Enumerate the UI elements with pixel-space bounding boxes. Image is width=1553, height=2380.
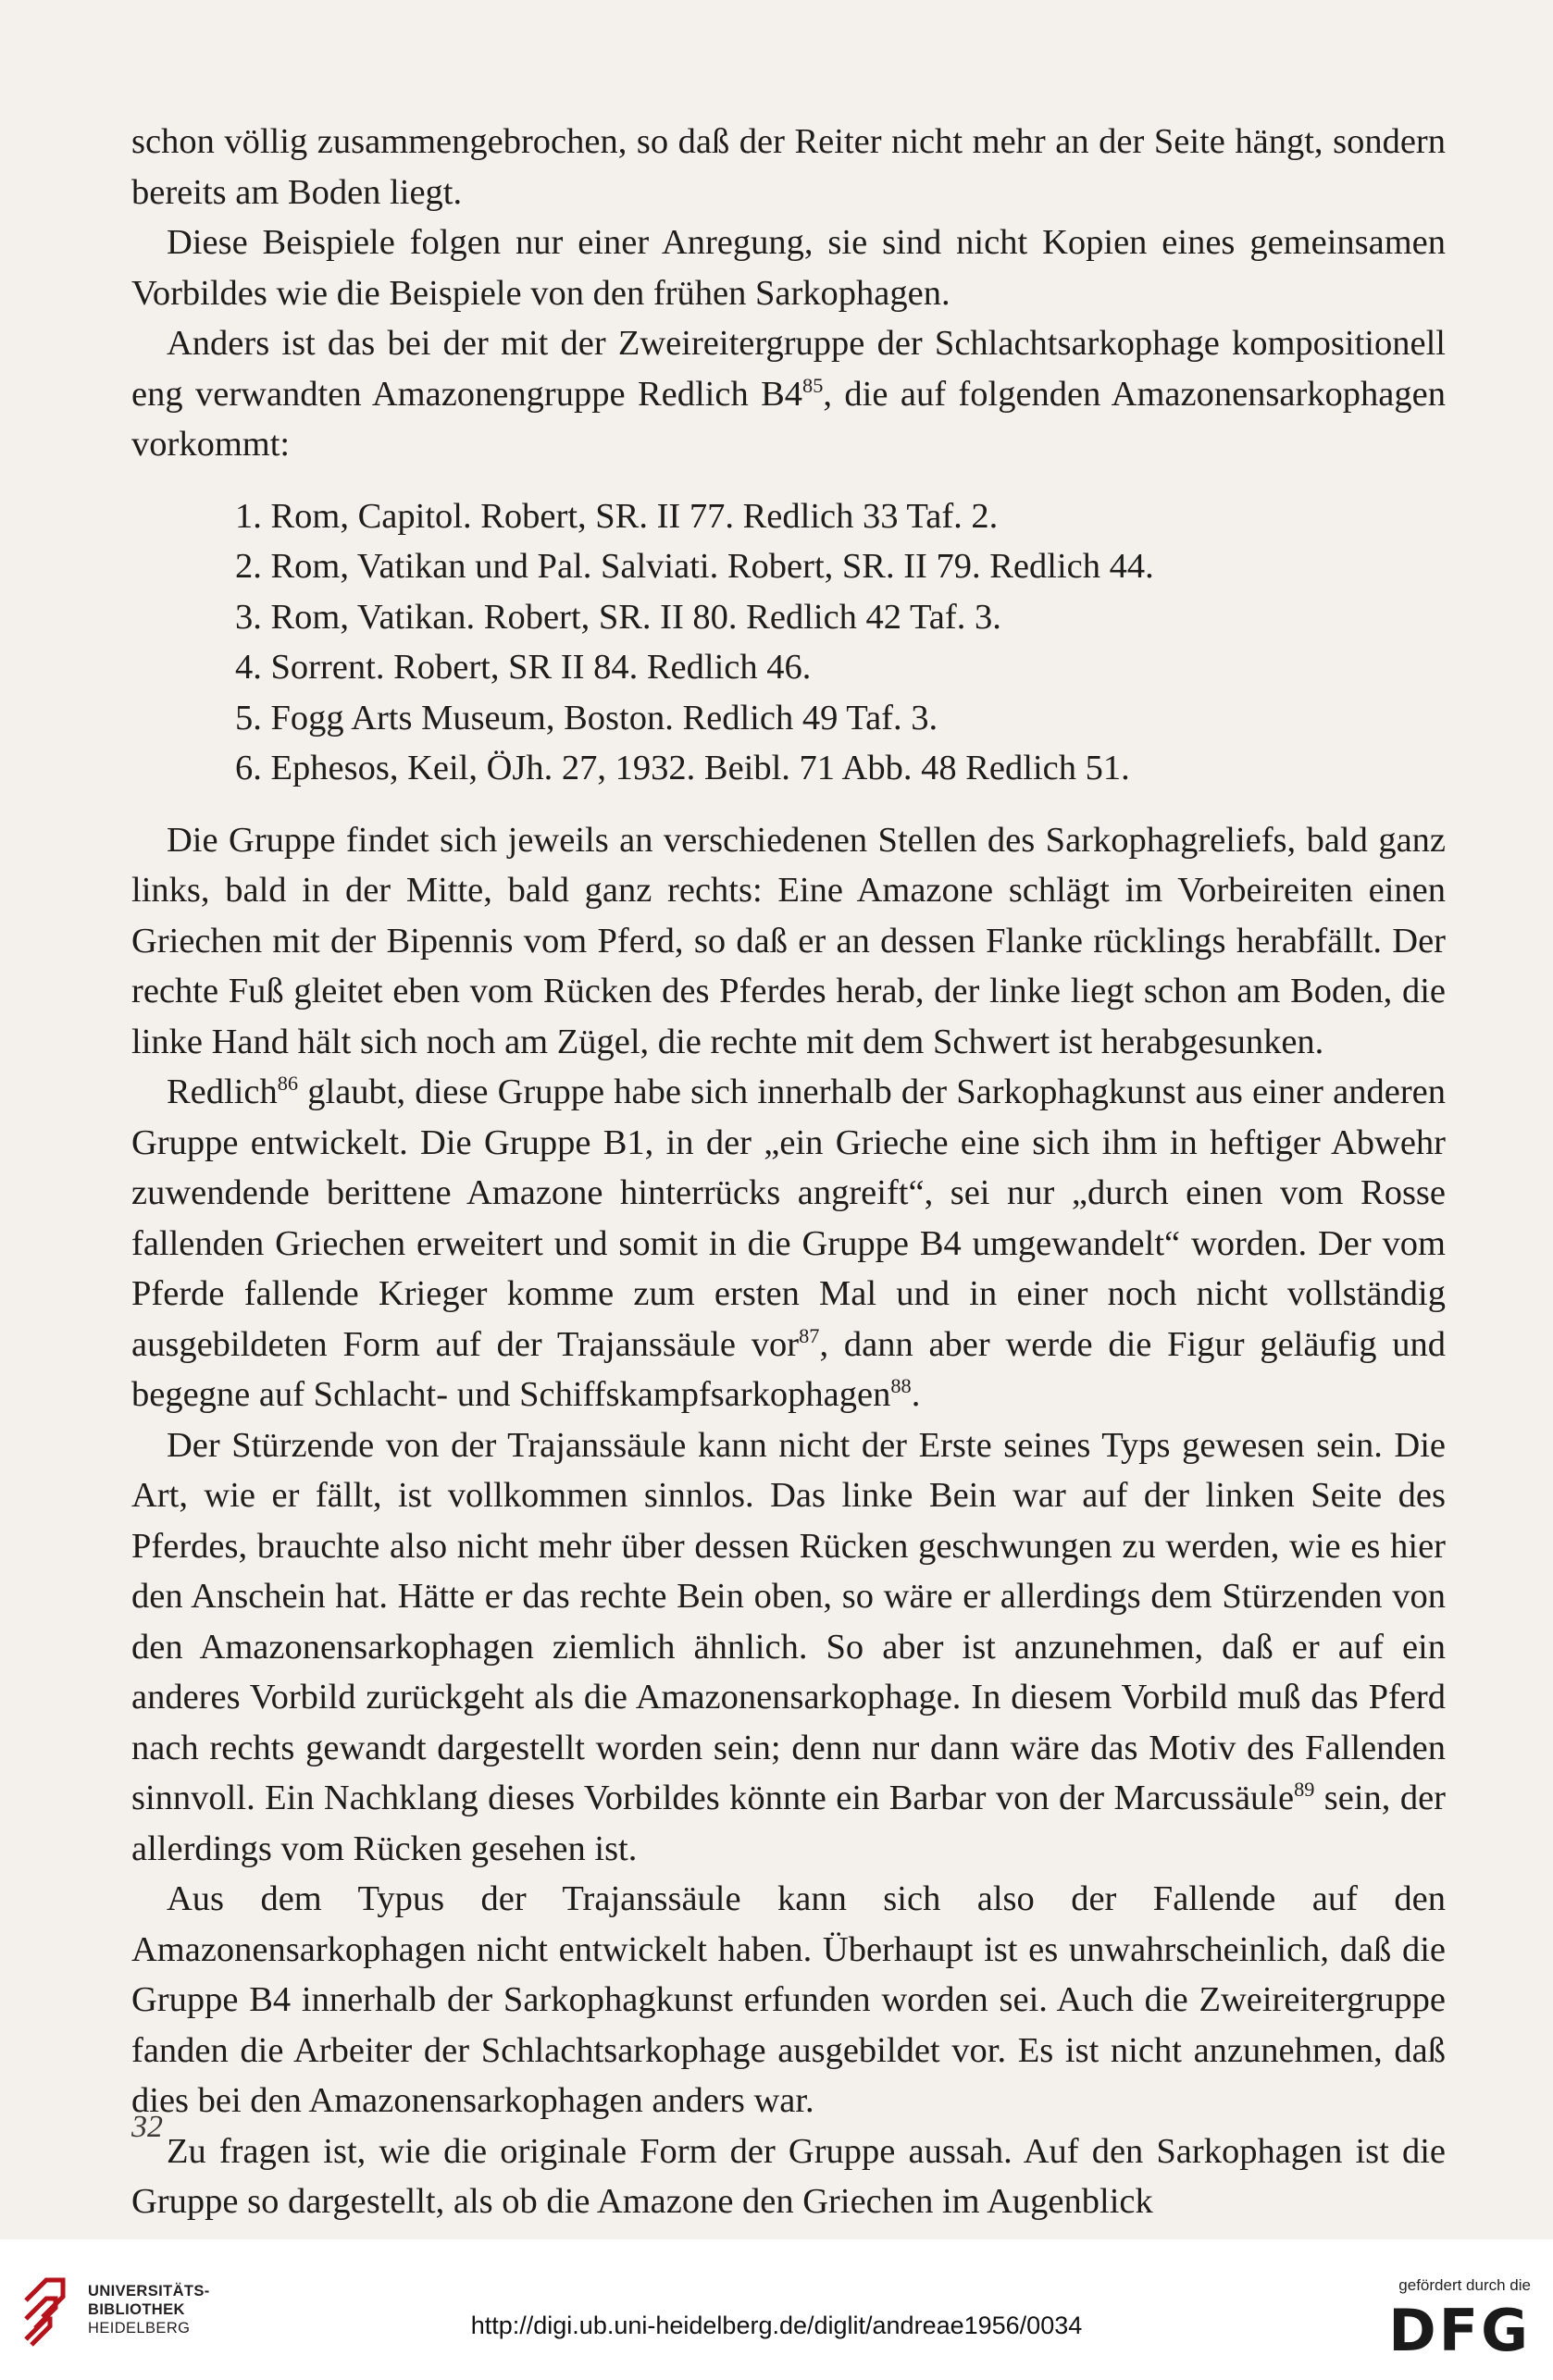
paragraph-amazon-group: Anders ist das bei der mit der Zweireitergruppe der Schlachtsarkophage kompositionell eng verwandten Amazonengruppe Redlich $B4^{85}$, die auf folgenden Amazonensarkophagen vorkommt: [131,324,1446,464]
sarcophagi-list [131,491,1446,794]
list-item: 6. Ephesos, Keil, ÖJh. 27, 1932. Beibl. 71 Abb. 48 Redlich 51. [235,749,1130,787]
viewer-footer [0,2239,1553,2380]
paragraph-redlich: Redlich$^{86}$ glaubt, diese Gruppe habe sich innerhalb der Sarkophagkunst aus einer anderen Gruppe entwickelt. Die Gruppe B1, in der „ein Grieche eine sich ihm in heftiger Abwehr zuwendende berittene Amazone hinterrücks angreift“, sei nur „durch einen vom Rosse fallenden Griechen erweitert und somit in die Gruppe B4 umgewandelt“ worden. Der vom Pferde fallende Krieger komme zum ersten Mal und in einer noch nicht vollständig ausgebildeten Form auf der Trajanssäule vor$^{87}$, dann aber werde die Figur geläufig und begegne auf Schlacht- und Schiffskampfsarkophagen$^{88}$. [131,1072,1446,1414]
funding-caption: gefördert durch die [1398,2276,1531,2294]
paragraph-trajan-column: Der Stürzende von der Trajanssäule kann nicht der Erste seines Typs gewesen sein. Die Art, wie er fällt, ist vollkommen sinnlos. Das linke Bein war auf der linken Seite des Pferdes, brauchte also nicht mehr über dessen Rücken geschwungen zu werden, wie es hier den Anschein hat. Hätte er das rechte Bein oben, so wäre er allerdings dem Stürzenden von den Amazonensarkophagen ziemlich ähnlich. So aber ist anzunehmen, daß er auf ein anderes Vorbild zurückgeht als die Amazonensarkophage. In diesem Vorbild muß das Pferd nach rechts gewandt dargestellt worden sein; denn nur dann wäre das Motiv des Fallenden sinnvoll. Ein Nachklang dieses Vorbildes könnte ein Barbar von der Marcussäule$^{89}$ sein, der allerdings vom Rücken gesehen ist. [131,1425,1446,1868]
dfg-logo: DFG [1388,2297,1531,2364]
footnote-ref-86: 86 [277,1072,299,1096]
footnote-ref-89: 89 [1294,1778,1315,1802]
body-text [131,117,1446,2227]
paragraph-group-description: Die Gruppe findet sich jeweils an verschiedenen Stellen des Sarkophagreliefs, bald ganz links, bald in der Mitte, bald ganz rechts: Eine Amazone schlägt im Vorbeireiten einen Griechen mit der Bipennis vom Pferd, so daß er an dessen Flanke rücklings herabfällt. Der rechte Fuß gleitet eben vom Rücken des Pferdes herab, der linke liegt schon am Boden, die linke Hand hält sich noch am Zügel, die rechte mit dem Schwert ist herabgesunken. [131,820,1446,1061]
paragraph-continuation: schon völlig zusammengebrochen, so daß der Reiter nicht mehr an der Seite hängt, sondern bereits am Boden liegt. [131,122,1446,212]
university-library-name: UNIVERSITÄTS- BIBLIOTHEK HEIDELBERG [88,2283,210,2337]
list-item: 3. Rom, Vatikan. Robert, SR. II 80. Redlich 42 Taf. 3. [235,597,1001,637]
footnote-ref-88: 88 [890,1374,912,1398]
paragraph-examples: Diese Beispiele folgen nur einer Anregung, sie sind nicht Kopien eines gemeinsamen Vorbildes wie die Beispiele von den frühen Sarkophagen. [131,223,1446,313]
list-item: 2. Rom, Vatikan und Pal. Salviati. Robert, SR. II 79. Redlich 44. [235,547,1154,586]
list-item: 4. Sorrent. Robert, SR II 84. Redlich 46. [235,648,812,687]
paragraph-original-form: Zu fragen ist, wie die originale Form der Gruppe aussah. Auf den Sarkophagen ist die Gruppe so dargestellt, als ob die Amazone den Griechen im Augenblick [131,2131,1446,2221]
footnote-ref-87: 87 [799,1323,820,1347]
list-item: 1. Rom, Capitol. Robert, SR. II 77. Redlich 33 Taf. 2. [235,496,999,536]
list-item: 5. Fogg Arts Museum, Boston. Redlich 49 Taf. 3. [235,698,938,738]
permalink-url[interactable]: http://digi.ub.uni-heidelberg.de/diglit/andreae1956/0034 [470,2312,1083,2339]
footnote-ref-85: 85 [802,373,824,397]
page-number: 32 [131,2110,163,2144]
paragraph-type-origin: Aus dem Typus der Trajanssäule kann sich also der Fallende auf den Amazonensarkophagen nicht entwickelt haben. Überhaupt ist es unwahrscheinlich, daß die Gruppe B4 innerhalb der Sarkophagkunst erfunden worden sei. Auch die Zweireitergruppe fanden die Arbeiter der Schlachtsarkophage ausgebildet vor. Es ist nicht anzunehmen, daß dies bei den Amazonensarkophagen anders war. [131,1879,1446,2120]
